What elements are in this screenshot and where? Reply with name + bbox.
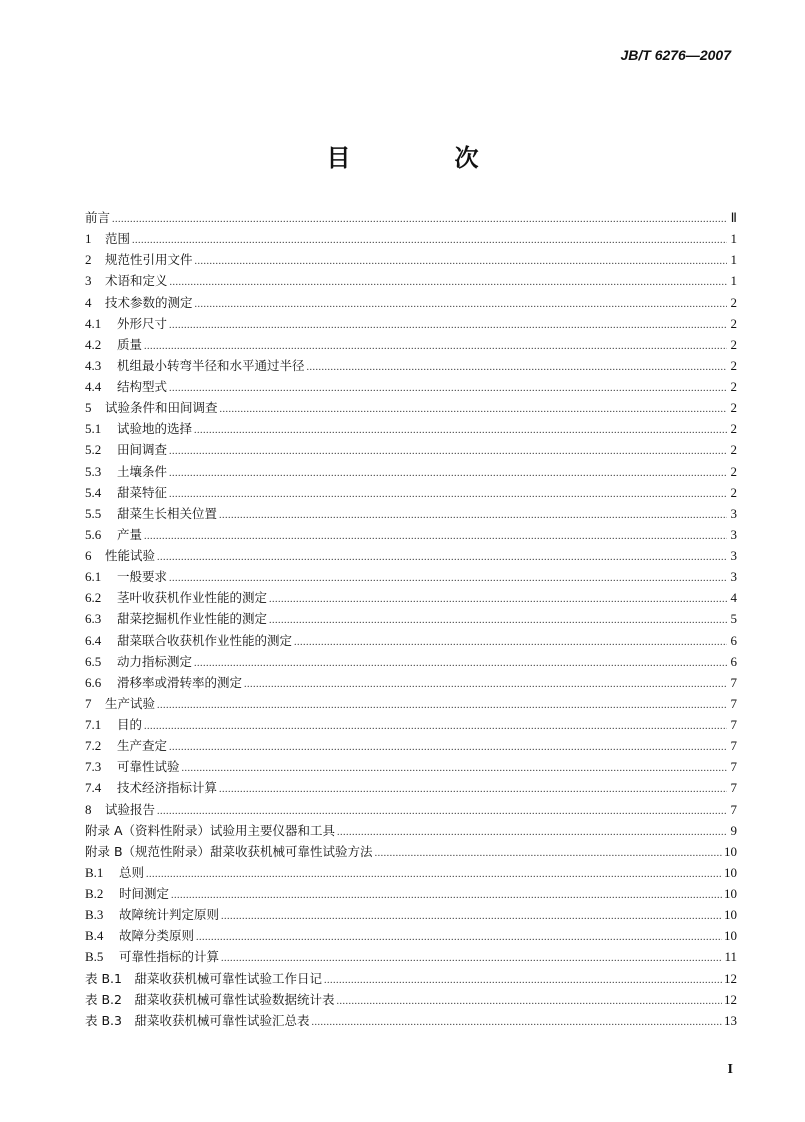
toc-entry-title: 产量 (117, 526, 143, 542)
dot-leader (169, 463, 727, 484)
toc-entry-number: B.3 (85, 907, 104, 923)
toc-entry-title: 技术参数的测定 (105, 294, 193, 310)
dot-leader (195, 294, 727, 315)
toc-entry[interactable] (85, 482, 737, 503)
toc-entry-page: 10 (724, 864, 737, 880)
toc-entry-title: 滑移率或滑转率的测定 (117, 674, 243, 690)
dot-leader (244, 674, 727, 695)
toc-entry-number: 5 (85, 400, 92, 416)
toc-entry[interactable] (85, 651, 737, 672)
dot-leader (307, 357, 727, 378)
toc-entry-title: 表 B.1 甜菜收获机械可靠性试验工作日记 (85, 970, 322, 986)
dot-leader (169, 568, 727, 589)
toc-entry-title: 甜菜挖掘机作业性能的测定 (117, 611, 268, 627)
dot-leader (196, 927, 722, 948)
toc-entry-title: 外形尺寸 (117, 315, 168, 331)
toc-entry-title: 故障分类原则 (119, 928, 195, 944)
toc-entry-number: 6.4 (85, 632, 102, 648)
toc-entry[interactable] (85, 693, 737, 714)
toc-entry-number: 7.2 (85, 738, 102, 754)
toc-entry-page: 1 (730, 252, 737, 268)
toc-entry[interactable] (85, 925, 737, 946)
toc-entry-title: 甜菜联合收获机作业性能的测定 (117, 632, 293, 648)
toc-entry-page: 2 (730, 379, 737, 394)
toc-entry-title: 试验报告 (105, 801, 156, 817)
toc-entry-page: 13 (724, 1012, 737, 1028)
dot-leader (157, 547, 727, 568)
toc-entry-title: 前言 (85, 210, 111, 225)
dot-leader (324, 970, 722, 991)
toc-entry-page: 10 (724, 928, 737, 944)
dot-leader (220, 399, 727, 420)
toc-entry-page: 7 (730, 695, 737, 711)
toc-entry-number: 5.1 (85, 421, 102, 437)
toc-entry[interactable] (85, 989, 737, 1010)
dot-leader (337, 822, 727, 843)
toc-entry-page: Ⅱ (730, 210, 737, 225)
toc-entry-number: 7 (85, 695, 92, 711)
toc-entry-number: 7.1 (85, 717, 102, 732)
toc-entry[interactable] (85, 587, 737, 608)
toc-entry-number: 4.2 (85, 336, 102, 352)
toc-entry[interactable] (85, 735, 737, 756)
toc-entry-title: 机组最小转弯半径和水平通过半径 (117, 357, 305, 373)
toc-entry-page: 12 (724, 991, 737, 1007)
toc-entry[interactable] (85, 397, 737, 418)
toc-entry[interactable] (85, 270, 737, 291)
toc-entry[interactable] (85, 461, 737, 482)
dot-leader (195, 251, 727, 272)
document-id: JB/T 6276—2007 (620, 47, 731, 63)
toc-entry-page: 1 (730, 273, 737, 289)
dot-leader (170, 272, 727, 293)
toc-entry-number: 5.6 (85, 526, 102, 542)
toc-entry-page: 2 (730, 484, 737, 500)
toc-entry-page: 7 (730, 674, 737, 690)
toc-entry-title: 生产查定 (117, 738, 168, 754)
toc-entry-page: 11 (724, 949, 737, 965)
toc-entry-title: 一般要求 (117, 569, 168, 585)
toc-entry-title: 附录 A（资料性附录）试验用主要仪器和工具 (85, 822, 336, 838)
toc-entry-title: 甜菜生长相关位置 (117, 505, 218, 521)
dot-leader (157, 801, 727, 822)
toc-entry[interactable] (85, 334, 737, 355)
toc-entry-page: 3 (730, 526, 737, 542)
toc-entry[interactable] (85, 799, 737, 820)
toc-entry-page: 2 (730, 421, 737, 437)
toc-entry-number: 5.4 (85, 484, 102, 500)
toc-entry[interactable] (85, 355, 737, 376)
toc-entry[interactable] (85, 968, 737, 989)
toc-entry[interactable] (85, 313, 737, 334)
toc-entry-page: 4 (730, 590, 737, 606)
dot-leader (194, 653, 727, 674)
toc-entry-number: 6 (85, 548, 92, 563)
toc-entry[interactable] (85, 883, 737, 904)
toc-entry[interactable] (85, 862, 737, 883)
toc-entry-number: 5.5 (85, 505, 102, 521)
toc-entry-page: 10 (724, 886, 737, 901)
toc-entry-title: 可靠性试验 (117, 759, 180, 775)
dot-leader (169, 737, 727, 758)
toc-entry-page: 12 (724, 970, 737, 986)
table-of-contents (85, 207, 737, 1031)
toc-entry-page: 2 (730, 463, 737, 479)
toc-entry[interactable] (85, 566, 737, 587)
dot-leader (169, 441, 727, 462)
toc-entry-page: 6 (730, 653, 737, 669)
toc-entry[interactable] (85, 376, 737, 397)
toc-entry[interactable] (85, 672, 737, 693)
dot-leader (169, 315, 727, 336)
toc-entry-number: 8 (85, 801, 92, 817)
toc-entry-page: 2 (730, 315, 737, 331)
toc-entry[interactable] (85, 904, 737, 925)
toc-entry-page: 3 (730, 548, 737, 563)
toc-entry-number: B.2 (85, 886, 104, 901)
dot-leader (171, 885, 722, 906)
toc-entry-title: 范围 (105, 231, 131, 247)
toc-entry-number: 1 (85, 231, 92, 247)
toc-entry-title: 田间调查 (117, 442, 168, 458)
dot-leader (144, 716, 727, 737)
dot-leader (294, 632, 727, 653)
toc-entry-title: 表 B.2 甜菜收获机械可靠性试验数据统计表 (85, 991, 335, 1007)
toc-entry-title: 甜菜特征 (117, 484, 168, 500)
toc-entry-number: 6.6 (85, 674, 102, 690)
toc-entry-number: 6.5 (85, 653, 102, 669)
dot-leader (144, 526, 727, 547)
dot-leader (269, 589, 727, 610)
page-number: I (727, 1062, 733, 1077)
toc-entry-title: 试验地的选择 (117, 421, 193, 437)
toc-entry-number: B.1 (85, 864, 104, 880)
toc-entry-number: 4.1 (85, 315, 102, 331)
toc-entry-title: 土壤条件 (117, 463, 168, 479)
toc-entry[interactable] (85, 418, 737, 439)
toc-entry-title: 性能试验 (105, 548, 156, 563)
toc-entry-page: 1 (730, 231, 737, 247)
toc-entry-title: 茎叶收获机作业性能的测定 (117, 590, 268, 606)
toc-entry-title: 总则 (119, 864, 145, 880)
toc-entry-page: 7 (730, 801, 737, 817)
dot-leader (221, 948, 722, 969)
toc-entry-title: 目的 (117, 717, 143, 732)
toc-entry-number: 7.3 (85, 759, 102, 775)
toc-entry[interactable] (85, 207, 737, 228)
toc-entry-number: 6.2 (85, 590, 102, 606)
dot-leader (194, 420, 727, 441)
toc-entry[interactable] (85, 524, 737, 545)
toc-entry[interactable] (85, 756, 737, 777)
toc-entry-number: 2 (85, 252, 92, 268)
toc-entry[interactable] (85, 820, 737, 841)
toc-entry[interactable] (85, 841, 737, 862)
toc-entry-page: 7 (730, 759, 737, 775)
toc-entry-title: 表 B.3 甜菜收获机械可靠性试验汇总表 (85, 1012, 310, 1028)
dot-leader (336, 991, 722, 1012)
toc-entry[interactable] (85, 946, 737, 967)
toc-entry-number: 5.2 (85, 442, 102, 458)
toc-entry-page: 3 (730, 569, 737, 585)
toc-entry[interactable] (85, 714, 737, 735)
dot-leader (375, 843, 722, 864)
toc-entry-title: 时间测定 (119, 886, 170, 901)
toc-entry-title: 结构型式 (117, 379, 168, 394)
dot-leader (169, 378, 727, 399)
toc-entry-title: 可靠性指标的计算 (119, 949, 220, 965)
toc-entry-title: 术语和定义 (105, 273, 168, 289)
toc-entry-page: 2 (730, 442, 737, 458)
toc-entry-number: B.4 (85, 928, 104, 944)
toc-entry[interactable] (85, 545, 737, 566)
toc-entry[interactable] (85, 608, 737, 629)
toc-entry-page: 6 (730, 632, 737, 648)
toc-entry-page: 2 (730, 357, 737, 373)
toc-entry[interactable] (85, 228, 737, 249)
dot-leader (144, 336, 727, 357)
toc-entry-page: 7 (730, 717, 737, 732)
toc-entry-number: 7.4 (85, 780, 102, 796)
toc-entry-title: 附录 B（规范性附录）甜菜收获机械可靠性试验方法 (85, 843, 373, 859)
toc-entry-title: 试验条件和田间调查 (105, 400, 218, 416)
toc-entry-page: 7 (730, 738, 737, 754)
toc-entry-page: 10 (724, 843, 737, 859)
dot-leader (219, 505, 727, 526)
toc-entry[interactable] (85, 249, 737, 270)
toc-entry-number: 6.3 (85, 611, 102, 627)
toc-entry-page: 2 (730, 336, 737, 352)
toc-entry-page: 3 (730, 505, 737, 521)
toc-entry[interactable] (85, 630, 737, 651)
toc-entry-number: 6.1 (85, 569, 102, 585)
toc-entry-number: 3 (85, 273, 92, 289)
toc-entry[interactable] (85, 503, 737, 524)
toc-entry-number: 4.4 (85, 379, 102, 394)
toc-entry-title: 技术经济指标计算 (117, 780, 218, 796)
dot-leader (219, 779, 727, 800)
dot-leader (169, 484, 727, 505)
dot-leader (157, 695, 727, 716)
toc-entry-page: 2 (730, 294, 737, 310)
toc-entry-title: 规范性引用文件 (105, 252, 193, 268)
dot-leader (146, 864, 722, 885)
dot-leader (269, 610, 727, 631)
toc-entry-title: 故障统计判定原则 (119, 907, 220, 923)
toc-entry-page: 2 (730, 400, 737, 416)
dot-leader (132, 230, 727, 251)
toc-entry[interactable] (85, 292, 737, 313)
toc-entry[interactable] (85, 1010, 737, 1031)
toc-entry-number: 4.3 (85, 357, 102, 373)
toc-entry-title: 生产试验 (105, 695, 156, 711)
toc-entry-page: 9 (730, 822, 737, 838)
toc-entry[interactable] (85, 777, 737, 798)
toc-entry-title: 动力指标测定 (117, 653, 193, 669)
dot-leader (182, 758, 727, 779)
toc-entry-page: 5 (730, 611, 737, 627)
toc-entry-number: 4 (85, 294, 92, 310)
dot-leader (311, 1012, 722, 1033)
page-title: 目 次 (326, 144, 519, 172)
toc-entry-title: 质量 (117, 336, 143, 352)
toc-entry-number: B.5 (85, 949, 104, 965)
toc-entry-page: 10 (724, 907, 737, 923)
dot-leader (221, 906, 722, 927)
toc-entry[interactable] (85, 439, 737, 460)
toc-entry-number: 5.3 (85, 463, 102, 479)
dot-leader (112, 209, 727, 230)
toc-entry-page: 7 (730, 780, 737, 796)
